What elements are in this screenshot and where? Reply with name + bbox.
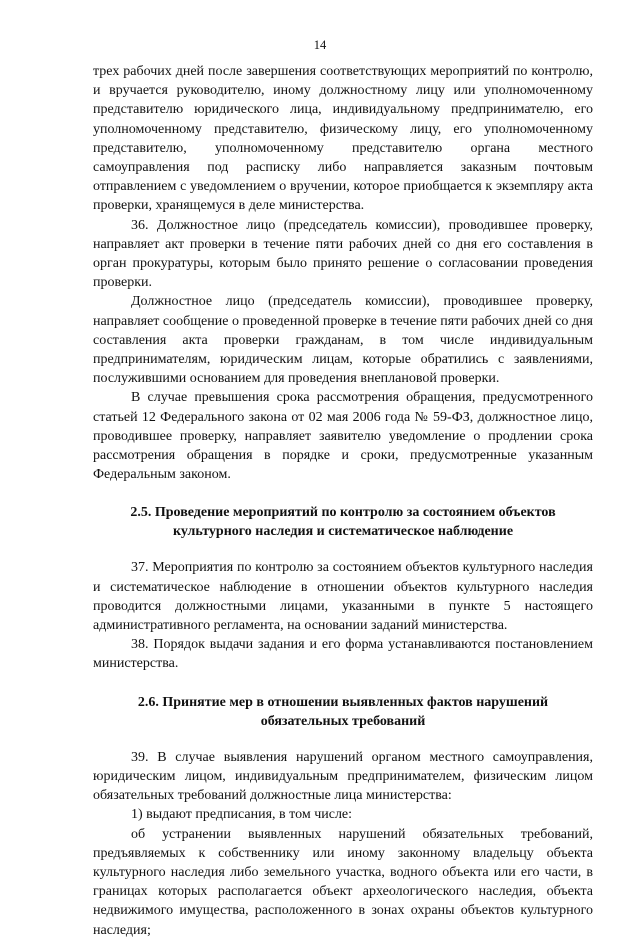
list-item-1: 1) выдают предписания, в том числе: [131, 807, 353, 823]
paragraph-act-delivery: трех рабочих дней после завершения соответствующих мероприятий по контролю, и вручается руководителю, иному должностному лицу или уполномоченному представителю юридического лица, индивидуальному предпринимателю, его уполномоченному представителю, физическому лицу, его уполномоченному представителю, уполномоченному представителю органа местного самоуправления под расписку либо направляется заказным почтовым отправлением с уведомлением о вручении, которое приобщается к экземпляру акта проверки, хранящемуся в деле министерства. [93, 64, 593, 214]
paragraph-38: 38. Порядок выдачи задания и его форма устанавливаются постановлением министерства. [93, 637, 593, 672]
document-body [93, 62, 593, 940]
page-number: 14 [313, 38, 327, 52]
section-heading-2-5: 2.5. Проведение мероприятий по контролю за состоянием объектов культурного наследия и систематическое наблюдение [130, 505, 556, 540]
section-heading-2-6: 2.6. Принятие мер в отношении выявленных фактов нарушений обязательных требований [137, 694, 549, 729]
paragraph-prescription-details: об устранении выявленных нарушений обязательных требований, предъявляемых к собственнику или иному законному владельцу объекта культурного наследия либо земельного участка, водного объекта или его части, в границах которых располагается объект археологического наследия, объекта недвижимого имущества, расположенного в зонах охраны объектов культурного наследия; [93, 826, 593, 938]
paragraph-39: 39. В случае выявления нарушений органом местного самоуправления, юридическим лицом, индивидуальным предпринимателем, физическим лицом обязательных требований должностные лица министерства: [93, 749, 593, 804]
paragraph-36: 36. Должностное лицо (председатель комиссии), проводившее проверку, направляет акт проверки в течение пяти рабочих дней со дня его составления в орган прокуратуры, которым было принято решение о согласовании проведения проверки. [93, 217, 593, 291]
paragraph-deadline-extension: В случае превышения срока рассмотрения обращения, предусмотренного статьей 12 Федерального закона от 02 мая 2006 года № 59-ФЗ, должностное лицо, проводившее проверку, направляет заявителю уведомление о продлении срока рассмотрения обращения в порядке и сроки, предусмотренные указанным Федеральным законом. [93, 390, 593, 483]
paragraph-37: 37. Мероприятия по контролю за состоянием объектов культурного наследия и систематическое наблюдение в отношении объектов культурного наследия проводится должностными лицами, указанными в пункте 5 настоящего административного регламента, на основании заданий министерства. [93, 560, 593, 634]
paragraph-notification: Должностное лицо (председатель комиссии), проводившее проверку, направляет сообщение о проведенной проверке в течение пяти рабочих дней со дня составления акта проверки гражданам, в том числе индивидуальным предпринимателям, юридическим лицам, которые обратились с заявлениями, послужившими основанием для проведения внеплановой проверки. [93, 294, 593, 387]
